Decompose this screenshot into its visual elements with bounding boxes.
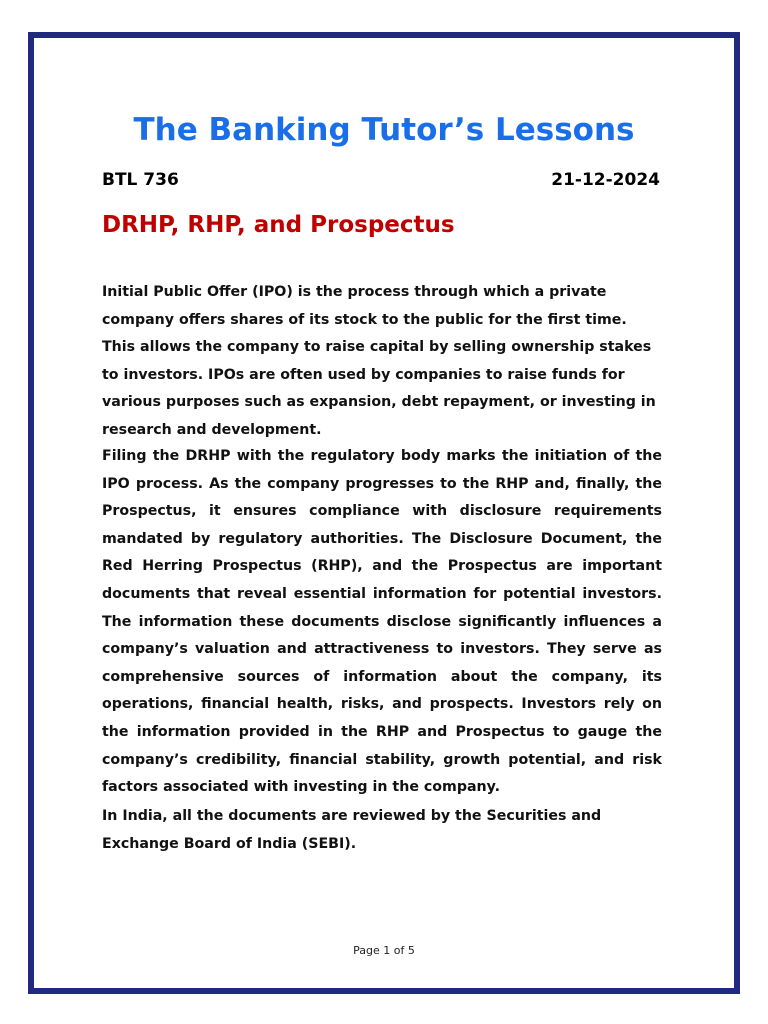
page-number: Page 1 of 5 xyxy=(353,944,415,957)
paragraph-drhp-process: Filing the DRHP with the regulatory body marks the initiation of the IPO process. As the company progresses to the RHP and, finally, the Prospectus, it ensures compliance with disclosure requirements mandated by regulatory authorities. The Disclosure Document, the Red Herring Prospectus (RHP), and the Prospectus are important documents that reveal essential information for potential investors. The information these documents disclose significantly influences a company’s valuation and attractiveness to investors. They serve as comprehensive sources of information about the company, its operations, financial health, risks, and prospects. Investors rely on the information provided in the RHP and Prospectus to gauge the company’s credibility, financial stability, growth potential, and risk factors associated with investing in the company. xyxy=(102,448,662,796)
lesson-date: 21-12-2024 xyxy=(551,170,660,190)
site-title: The Banking Tutor’s Lessons xyxy=(133,112,635,148)
paragraph-ipo-definition: Initial Public Offer (IPO) is the process through which a private company offers shares of its stock to the public for the first time. This allows the company to raise capital by selling ownership stakes to investors. IPOs are often used by companies to raise funds for various purposes such as expansion, debt repayment, or investing in research and development. xyxy=(102,284,656,438)
lesson-heading: DRHP, RHP, and Prospectus xyxy=(102,212,455,238)
paragraph-sebi-review: In India, all the documents are reviewed by the Securities and Exchange Board of India (SEBI). xyxy=(102,808,602,852)
lesson-meta xyxy=(102,170,660,190)
lesson-code: BTL 736 xyxy=(102,170,179,190)
